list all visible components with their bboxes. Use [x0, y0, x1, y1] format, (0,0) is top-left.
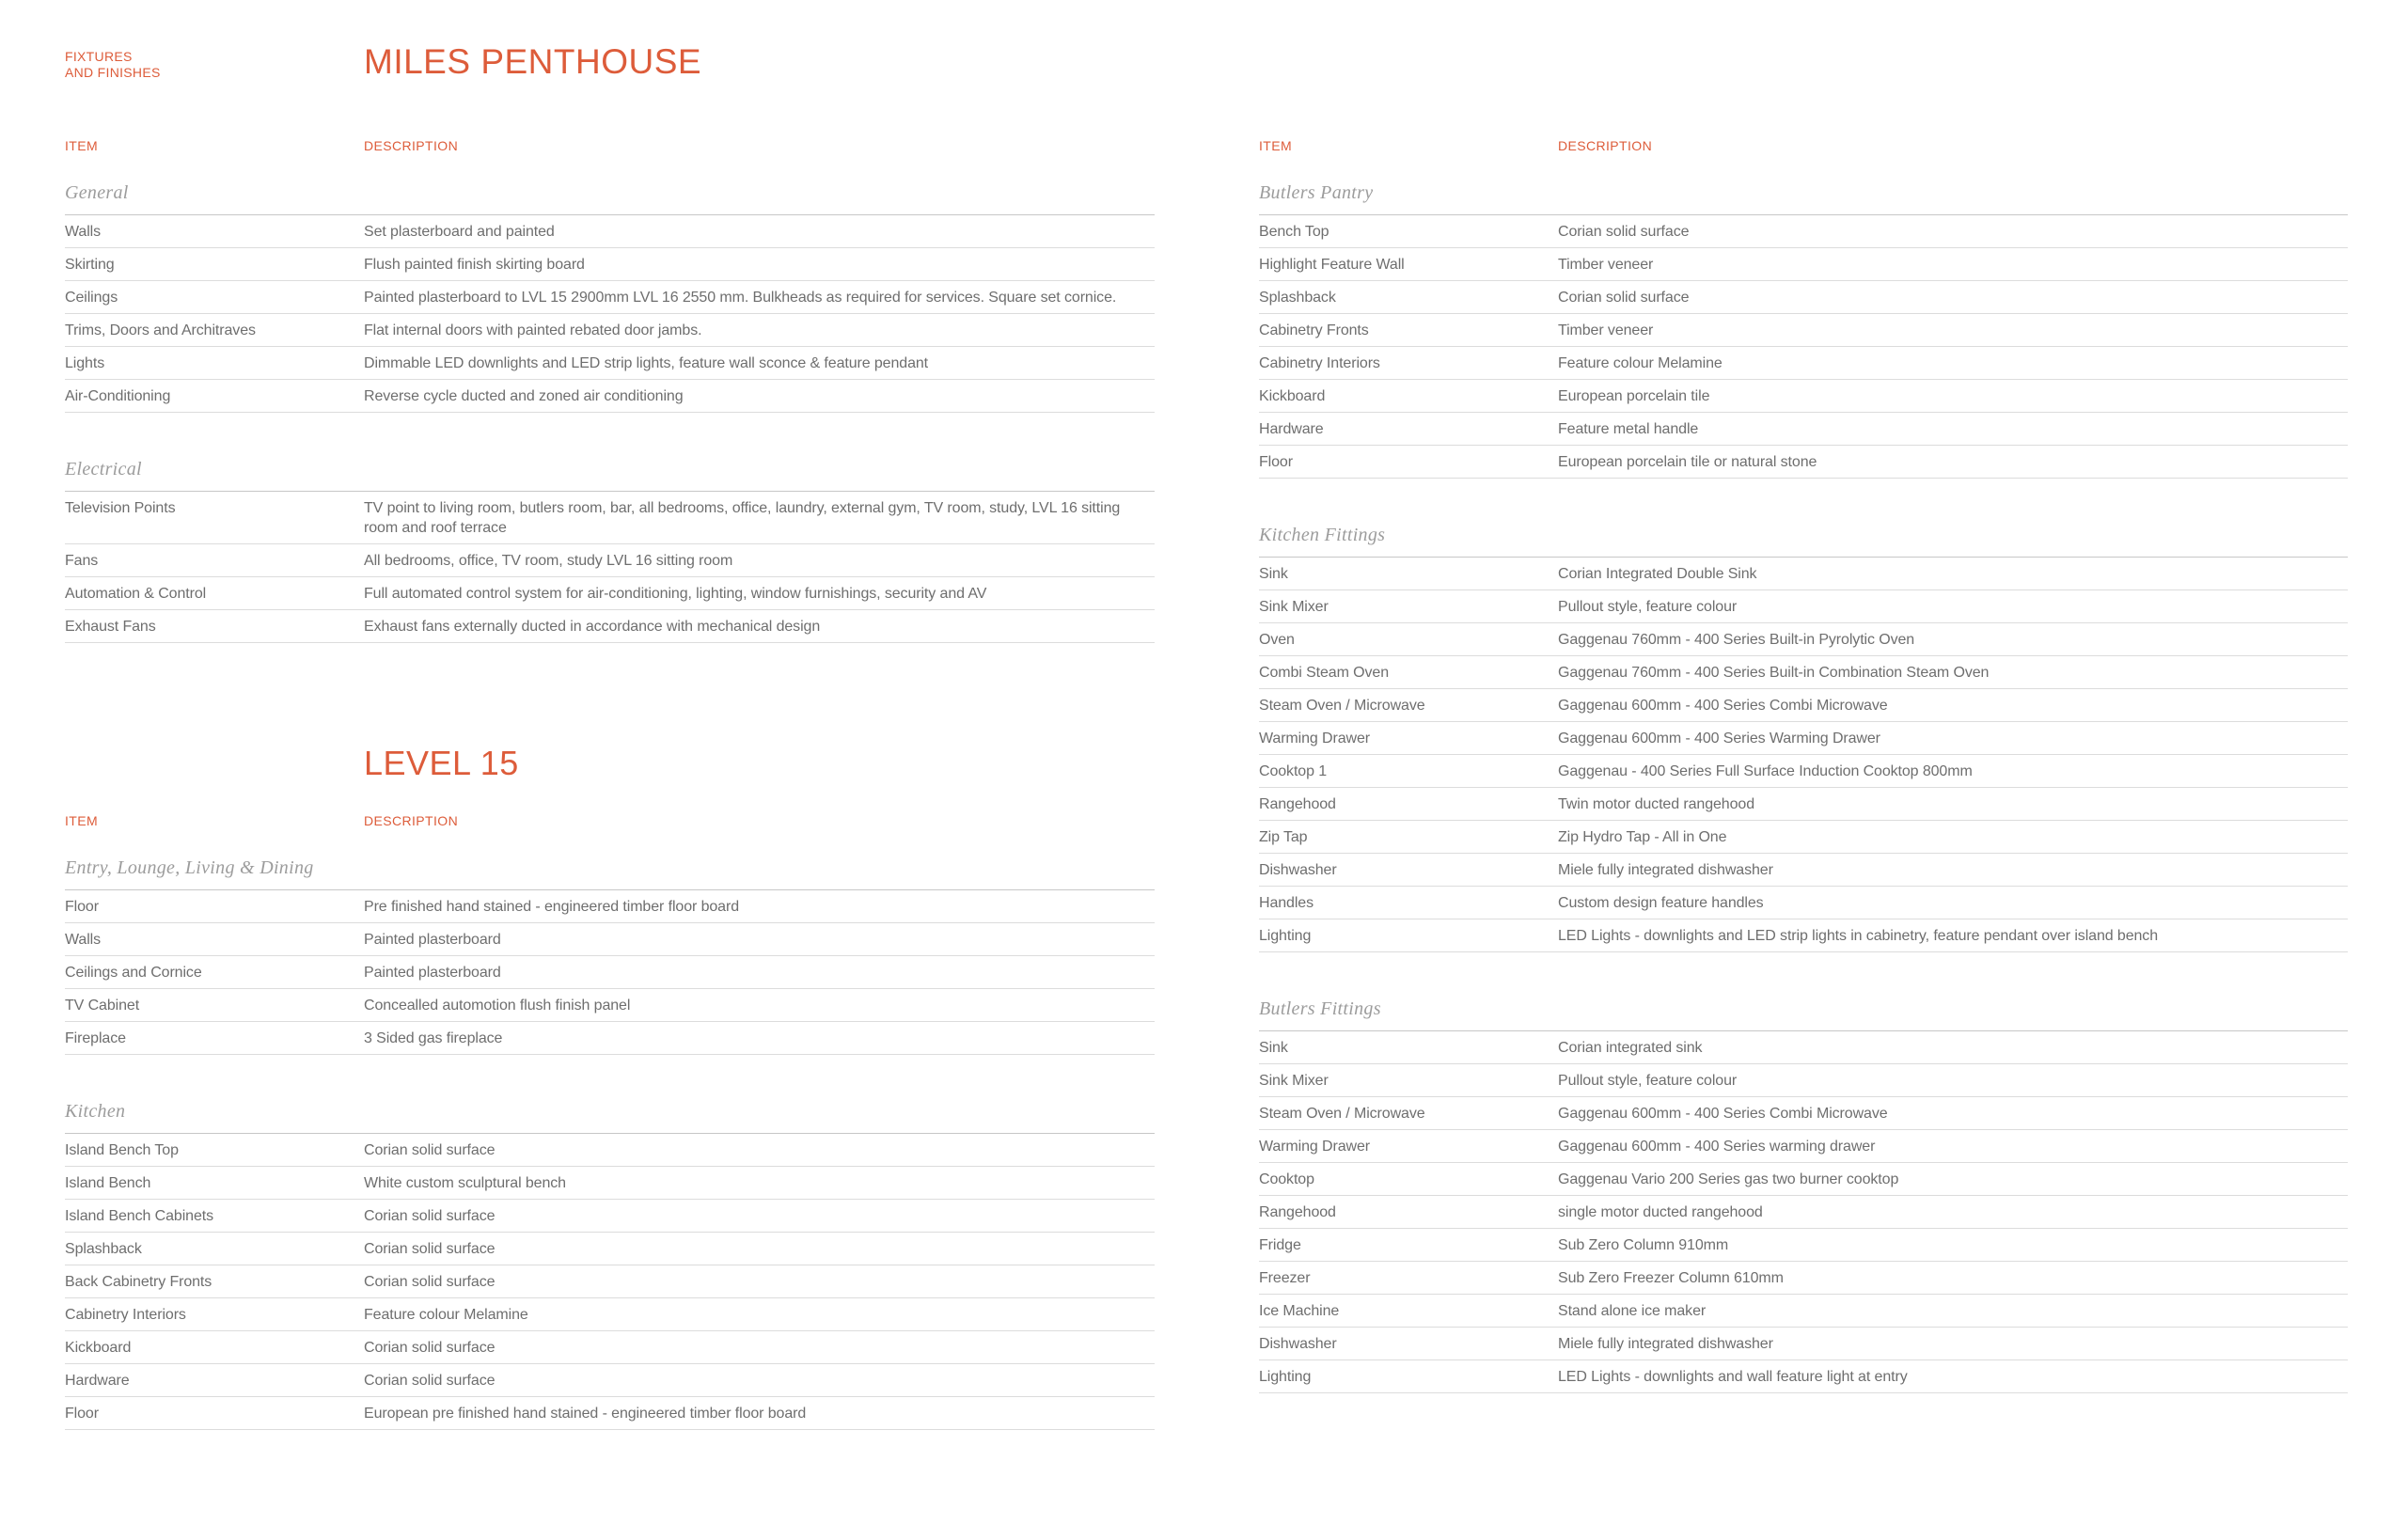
description-cell: Gaggenau 600mm - 400 Series Combi Microwave — [1558, 698, 1888, 714]
table-row — [65, 1397, 1155, 1430]
page-title: MILES PENTHOUSE — [364, 42, 702, 81]
description-cell: Custom design feature handles — [1558, 895, 1764, 911]
table-row — [65, 314, 1155, 347]
item-cell: Sink — [1259, 1040, 1288, 1056]
table-row — [1259, 590, 2348, 623]
description-cell: Painted plasterboard — [364, 932, 501, 948]
item-cell: Splashback — [65, 1241, 142, 1257]
item-cell: Trims, Doors and Architraves — [65, 322, 256, 338]
table-row — [1259, 281, 2348, 314]
table-row — [65, 989, 1155, 1022]
spec-section — [65, 458, 1155, 643]
section-title: Butlers Pantry — [1259, 182, 1374, 203]
item-cell: Television Points — [65, 500, 176, 516]
section-title: General — [65, 182, 129, 203]
table-row — [1259, 1295, 2348, 1328]
item-cell: Fans — [65, 553, 99, 569]
spec-section — [1259, 181, 2348, 479]
description-cell: Pullout style, feature colour — [1558, 1073, 1738, 1089]
description-cell: Gaggenau 760mm - 400 Series Built-in Combination Steam Oven — [1558, 665, 1990, 681]
table-row — [65, 577, 1155, 610]
table-row — [1259, 380, 2348, 413]
item-cell: Fridge — [1259, 1237, 1301, 1253]
item-column-header: ITEM — [65, 813, 99, 828]
item-cell: Back Cabinetry Fronts — [65, 1274, 212, 1290]
table-row — [1259, 821, 2348, 854]
table-row — [1259, 887, 2348, 919]
description-cell: Exhaust fans externally ducted in accordance with mechanical design — [364, 619, 821, 635]
item-cell: Dishwasher — [1259, 1336, 1337, 1352]
section-rows — [1259, 1030, 2348, 1393]
description-cell: Corian integrated sink — [1558, 1040, 1703, 1056]
table-row — [65, 1233, 1155, 1265]
section-rows — [65, 1133, 1155, 1430]
table-row — [65, 1022, 1155, 1055]
item-cell: Lights — [65, 355, 105, 371]
table-row — [65, 1265, 1155, 1298]
table-row — [65, 544, 1155, 577]
description-column-header: DESCRIPTION — [1558, 138, 1653, 153]
table-row — [65, 347, 1155, 380]
table-row — [65, 923, 1155, 956]
table-row — [65, 1364, 1155, 1397]
item-cell: Floor — [1259, 454, 1293, 470]
description-cell: Set plasterboard and painted — [364, 224, 555, 240]
item-cell: Steam Oven / Microwave — [1259, 698, 1425, 714]
description-cell: Feature colour Melamine — [364, 1307, 528, 1323]
description-cell: Gaggenau 600mm - 400 Series Combi Microwave — [1558, 1106, 1888, 1122]
table-row — [65, 1331, 1155, 1364]
description-cell: Concealled automotion flush finish panel — [364, 998, 631, 1014]
table-row — [1259, 919, 2348, 952]
description-cell: LED Lights - downlights and wall feature light at entry — [1558, 1369, 1908, 1385]
item-cell: Walls — [65, 932, 102, 948]
description-cell: Gaggenau - 400 Series Full Surface Induction Cooktop 800mm — [1558, 763, 1973, 779]
table-row — [65, 1298, 1155, 1331]
item-cell: Combi Steam Oven — [1259, 665, 1390, 681]
description-cell: European porcelain tile or natural stone — [1558, 454, 1817, 470]
table-row — [1259, 1328, 2348, 1360]
table-row — [1259, 215, 2348, 248]
table-row — [1259, 755, 2348, 788]
description-cell: Corian solid surface — [364, 1274, 496, 1290]
description-cell: Pre finished hand stained - engineered timber floor board — [364, 899, 739, 915]
item-cell: Skirting — [65, 257, 115, 273]
table-row — [1259, 689, 2348, 722]
description-column-header: DESCRIPTION — [364, 138, 459, 153]
description-cell: single motor ducted rangehood — [1558, 1204, 1763, 1220]
item-cell: Island Bench Top — [65, 1142, 179, 1158]
item-cell: Oven — [1259, 632, 1295, 648]
description-cell: Corian solid surface — [364, 1373, 496, 1389]
item-cell: Rangehood — [1259, 796, 1336, 812]
item-cell: Warming Drawer — [1259, 731, 1371, 746]
item-cell: Steam Oven / Microwave — [1259, 1106, 1425, 1122]
table-row — [65, 956, 1155, 989]
description-cell: Corian Integrated Double Sink — [1558, 566, 1757, 582]
table-row — [65, 492, 1155, 544]
section-title: Entry, Lounge, Living & Dining — [65, 857, 314, 878]
table-column-headers — [65, 811, 1155, 830]
table-row — [1259, 1130, 2348, 1163]
table-row — [1259, 558, 2348, 590]
item-cell: Kickboard — [65, 1340, 132, 1356]
spec-section — [1259, 524, 2348, 952]
table-row — [1259, 788, 2348, 821]
description-cell: Gaggenau 600mm - 400 Series Warming Drawer — [1558, 731, 1880, 746]
item-cell: Freezer — [1259, 1270, 1311, 1286]
description-cell: Stand alone ice maker — [1558, 1303, 1707, 1319]
section-rows — [65, 214, 1155, 413]
description-cell: Twin motor ducted rangehood — [1558, 796, 1754, 812]
description-cell: Corian solid surface — [364, 1241, 496, 1257]
table-row — [65, 281, 1155, 314]
description-cell: Feature colour Melamine — [1558, 355, 1723, 371]
table-row — [65, 215, 1155, 248]
item-cell: Ceilings — [65, 290, 118, 306]
description-cell: Painted plasterboard — [364, 965, 501, 981]
table-row — [1259, 1262, 2348, 1295]
item-cell: Handles — [1259, 895, 1314, 911]
spec-section — [65, 181, 1155, 413]
table-row — [1259, 623, 2348, 656]
item-cell: Island Bench Cabinets — [65, 1208, 214, 1224]
item-cell: Exhaust Fans — [65, 619, 156, 635]
table-row — [1259, 1360, 2348, 1393]
item-cell: Cabinetry Interiors — [65, 1307, 186, 1323]
item-cell: Ceilings and Cornice — [65, 965, 202, 981]
spec-section — [1259, 998, 2348, 1393]
description-cell: Timber veneer — [1558, 257, 1654, 273]
table-row — [1259, 854, 2348, 887]
level-title: LEVEL 15 — [364, 744, 519, 782]
description-cell: LED Lights - downlights and LED strip lights in cabinetry, feature pendant over island bench — [1558, 928, 2158, 944]
item-cell: Sink — [1259, 566, 1288, 582]
item-cell: Cooktop 1 — [1259, 763, 1328, 779]
description-cell: Gaggenau Vario 200 Series gas two burner cooktop — [1558, 1171, 1899, 1187]
table-row — [65, 890, 1155, 923]
table-column-headers — [65, 136, 1155, 155]
description-cell: Gaggenau 600mm - 400 Series warming drawer — [1558, 1139, 1876, 1155]
section-rows — [65, 491, 1155, 643]
table-row — [1259, 1064, 2348, 1097]
item-cell: Rangehood — [1259, 1204, 1336, 1220]
item-cell: Lighting — [1259, 928, 1312, 944]
spec-section — [65, 1100, 1155, 1430]
table-row — [65, 610, 1155, 643]
description-cell: Dimmable LED downlights and LED strip lights, feature wall sconce & feature pendant — [364, 355, 929, 371]
description-cell: European pre finished hand stained - engineered timber floor board — [364, 1406, 807, 1422]
section-rows — [1259, 557, 2348, 952]
description-cell: Pullout style, feature colour — [1558, 599, 1738, 615]
item-cell: Floor — [65, 1406, 99, 1422]
description-cell: White custom sculptural bench — [364, 1175, 566, 1191]
table-row — [65, 1134, 1155, 1167]
table-row — [1259, 347, 2348, 380]
item-cell: Walls — [65, 224, 102, 240]
description-cell: Corian solid surface — [364, 1142, 496, 1158]
section-title: Kitchen Fittings — [1259, 525, 1386, 545]
item-cell: Kickboard — [1259, 388, 1326, 404]
item-cell: Automation & Control — [65, 586, 207, 602]
description-cell: Zip Hydro Tap - All in One — [1558, 829, 1727, 845]
item-cell: Splashback — [1259, 290, 1336, 306]
description-cell: Feature metal handle — [1558, 421, 1699, 437]
section-title: Electrical — [65, 459, 142, 479]
doc-category-line2: AND FINISHES — [65, 65, 161, 80]
description-cell: Timber veneer — [1558, 322, 1654, 338]
description-cell: Full automated control system for air-conditioning, lighting, window furnishings, security and AV — [364, 586, 987, 602]
item-cell: Highlight Feature Wall — [1259, 257, 1405, 273]
table-row — [1259, 1097, 2348, 1130]
item-column-header: ITEM — [65, 138, 99, 153]
item-cell: Lighting — [1259, 1369, 1312, 1385]
table-row — [1259, 413, 2348, 446]
table-row — [1259, 248, 2348, 281]
description-column-header: DESCRIPTION — [364, 813, 459, 828]
item-cell: Bench Top — [1259, 224, 1329, 240]
description-cell: Reverse cycle ducted and zoned air conditioning — [364, 388, 684, 404]
item-cell: Air-Conditioning — [65, 388, 171, 404]
item-cell: Zip Tap — [1259, 829, 1308, 845]
item-cell: TV Cabinet — [65, 998, 140, 1014]
item-cell: Dishwasher — [1259, 862, 1337, 878]
description-cell: Miele fully integrated dishwasher — [1558, 862, 1773, 878]
section-title: Butlers Fittings — [1259, 998, 1381, 1019]
description-cell: Corian solid surface — [1558, 290, 1690, 306]
table-row — [1259, 1196, 2348, 1229]
left-column — [65, 136, 1155, 1430]
right-column — [1259, 136, 2348, 1393]
doc-category-label — [65, 49, 161, 81]
description-cell: Gaggenau 760mm - 400 Series Built-in Pyrolytic Oven — [1558, 632, 1915, 648]
table-row — [65, 380, 1155, 413]
item-cell: Fireplace — [65, 1030, 126, 1046]
item-cell: Cooktop — [1259, 1171, 1314, 1187]
item-cell: Sink Mixer — [1259, 599, 1329, 615]
table-row — [65, 248, 1155, 281]
description-cell: Painted plasterboard to LVL 15 2900mm LVL 16 2550 mm. Bulkheads as required for services. Square set cornice. — [364, 290, 1117, 306]
section-rows — [1259, 214, 2348, 479]
item-cell: Hardware — [1259, 421, 1324, 437]
item-cell: Sink Mixer — [1259, 1073, 1329, 1089]
table-column-headers — [1259, 136, 2348, 155]
description-cell: Miele fully integrated dishwasher — [1558, 1336, 1773, 1352]
item-cell: Cabinetry Fronts — [1259, 322, 1369, 338]
description-cell: Sub Zero Freezer Column 610mm — [1558, 1270, 1784, 1286]
table-row — [65, 1167, 1155, 1200]
description-cell: Corian solid surface — [1558, 224, 1690, 240]
table-row — [1259, 446, 2348, 479]
spec-section — [65, 856, 1155, 1055]
description-cell: Sub Zero Column 910mm — [1558, 1237, 1729, 1253]
table-row — [1259, 1229, 2348, 1262]
item-cell: Warming Drawer — [1259, 1139, 1371, 1155]
description-cell: Flat internal doors with painted rebated door jambs. — [364, 322, 702, 338]
item-cell: Cabinetry Interiors — [1259, 355, 1380, 371]
table-row — [65, 1200, 1155, 1233]
table-row — [1259, 656, 2348, 689]
description-cell: 3 Sided gas fireplace — [364, 1030, 503, 1046]
table-row — [1259, 722, 2348, 755]
description-cell: European porcelain tile — [1558, 388, 1710, 404]
item-cell: Floor — [65, 899, 99, 915]
table-row — [1259, 314, 2348, 347]
table-row — [1259, 1031, 2348, 1064]
description-cell: Corian solid surface — [364, 1208, 496, 1224]
description-cell: Flush painted finish skirting board — [364, 257, 585, 273]
table-row — [1259, 1163, 2348, 1196]
item-column-header: ITEM — [1259, 138, 1293, 153]
description-cell: Corian solid surface — [364, 1340, 496, 1356]
description-cell: All bedrooms, office, TV room, study LVL 16 sitting room — [364, 553, 733, 569]
description-cell: TV point to living room, butlers room, bar, all bedrooms, office, laundry, external gym, TV room, study, LVL 16 sitting room and roof terrace — [364, 500, 1121, 536]
item-cell: Island Bench — [65, 1175, 151, 1191]
doc-category-line1: FIXTURES — [65, 49, 133, 64]
section-rows — [65, 889, 1155, 1055]
item-cell: Ice Machine — [1259, 1303, 1340, 1319]
section-title: Kitchen — [65, 1101, 126, 1122]
item-cell: Hardware — [65, 1373, 130, 1389]
